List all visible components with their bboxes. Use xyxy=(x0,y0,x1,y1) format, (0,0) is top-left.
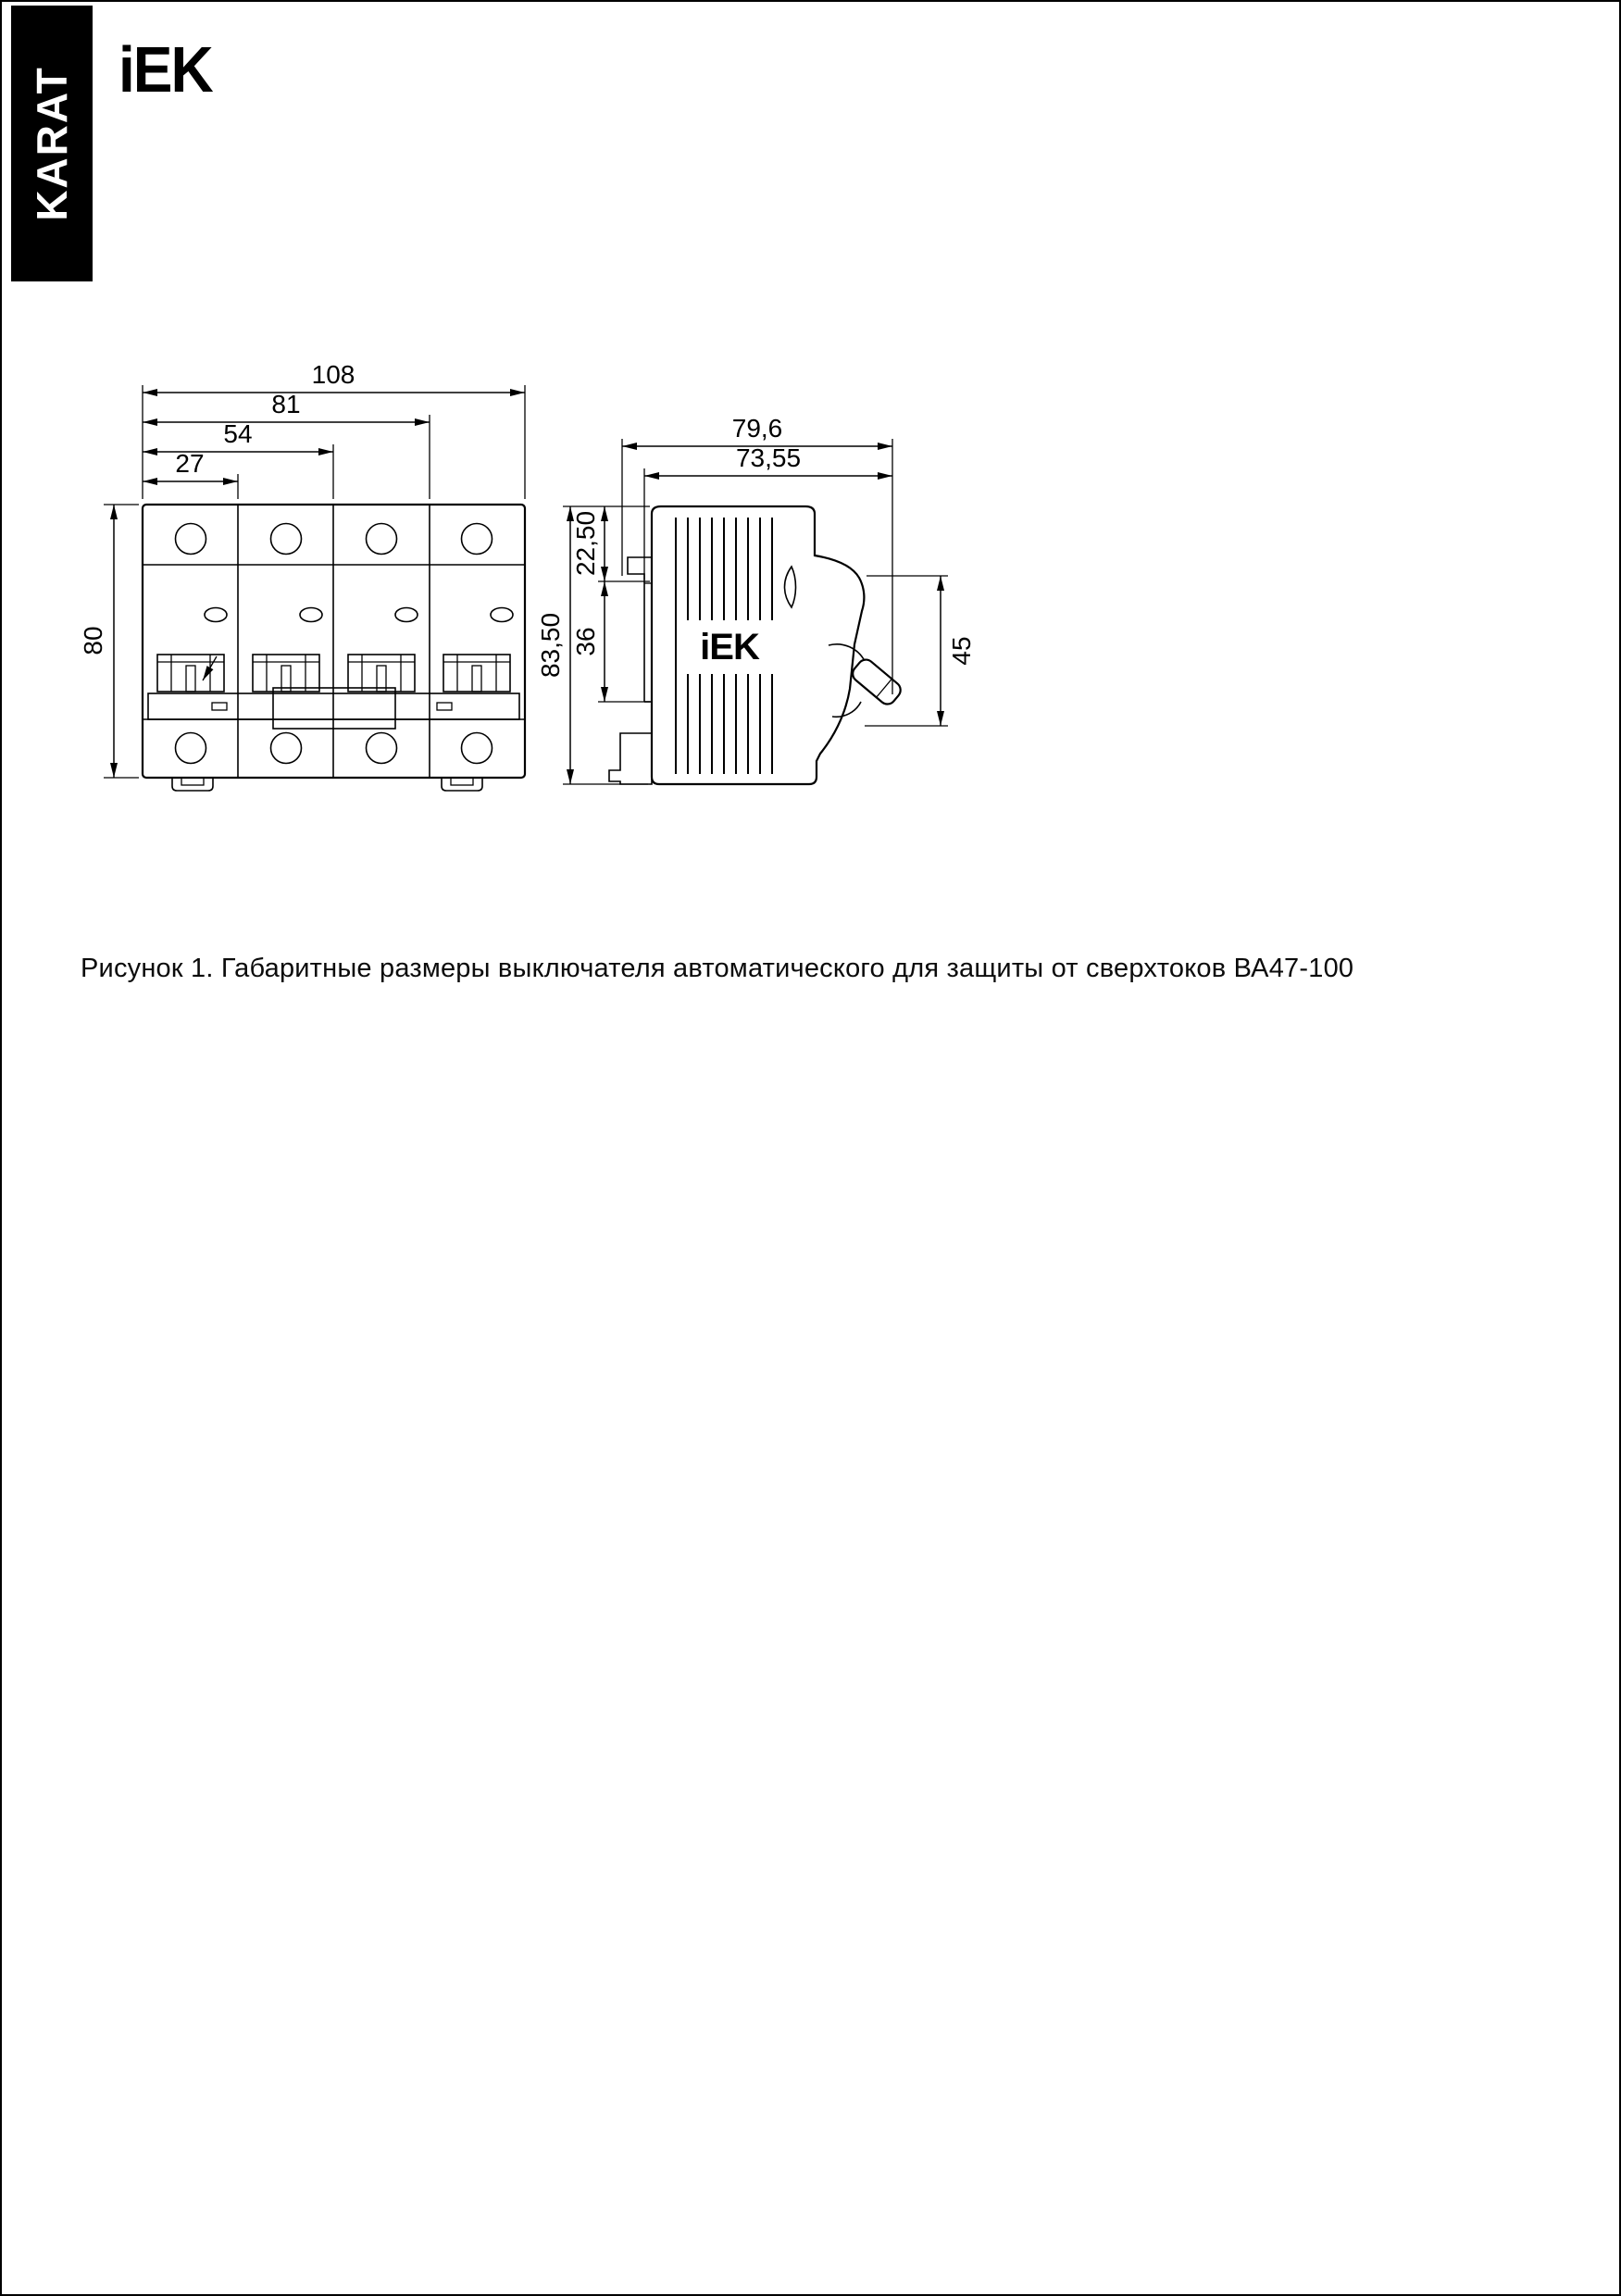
dim-label-54: 54 xyxy=(223,419,253,448)
dim-label-108: 108 xyxy=(311,360,355,389)
karat-banner-label: KARAT xyxy=(28,66,77,221)
dim-label-81: 81 xyxy=(271,390,301,418)
side-din-rail-details xyxy=(628,557,652,702)
dim-label-45: 45 xyxy=(947,636,976,666)
iek-logo: iEK xyxy=(118,33,212,106)
front-view-drawing xyxy=(143,505,525,791)
side-body-logo: iEK xyxy=(700,627,759,668)
side-din-latch xyxy=(609,733,652,784)
figure-caption: Рисунок 1. Габаритные размеры выключателя автоматического для защиты от сверхтоков ВА47-100 xyxy=(81,954,1354,983)
front-din-clips xyxy=(172,778,482,791)
dim-label-36: 36 xyxy=(571,627,600,656)
dim-label-73-55: 73,55 xyxy=(735,443,802,472)
dim-label-27: 27 xyxy=(175,449,205,478)
dim-label-22-50: 22,50 xyxy=(571,510,600,577)
side-view-drawing xyxy=(609,506,904,784)
dim-label-79-6: 79,6 xyxy=(731,414,783,443)
dim-label-83-50: 83,50 xyxy=(536,612,565,679)
dimension-drawing xyxy=(2,2,1621,928)
dim-label-80: 80 xyxy=(79,626,107,655)
